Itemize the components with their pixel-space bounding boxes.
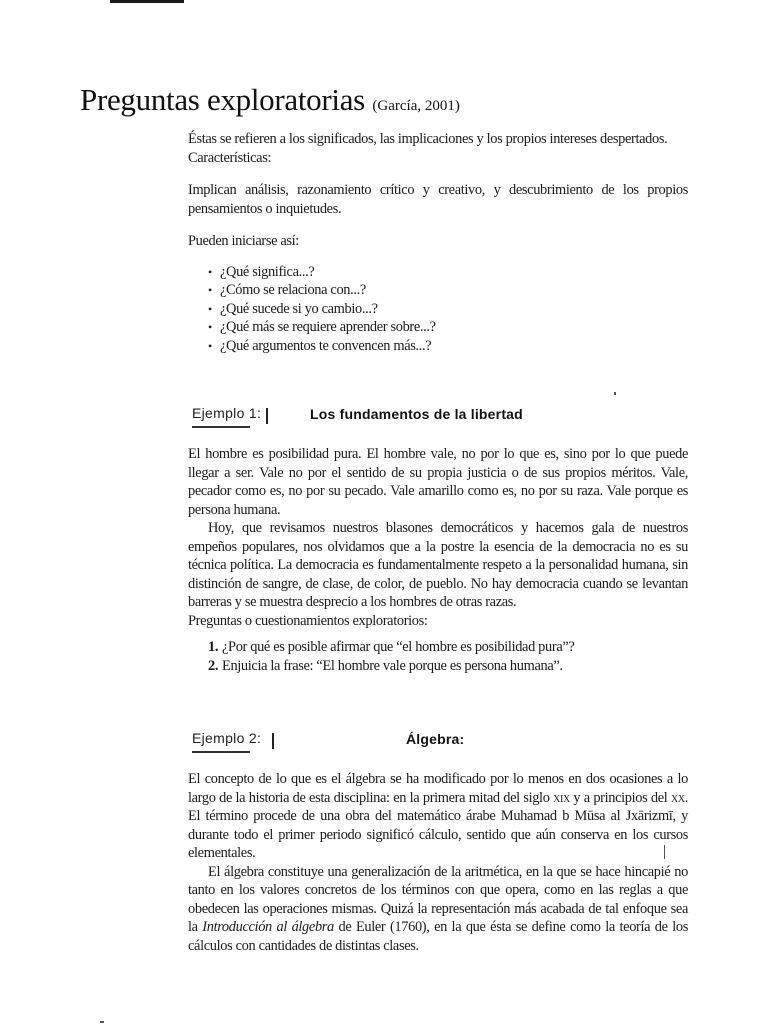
characteristics-paragraph: Implican análisis, razonamiento crítico y creativo, y descubrimiento de los propios pensamientos o inquietudes. [188, 182, 688, 217]
label-underline [192, 751, 250, 753]
example-2-paragraph-1 [188, 770, 688, 863]
scan-speck [614, 392, 616, 395]
list-item: • ¿Cómo se relaciona con...? [208, 281, 688, 300]
characteristics-label: Características: [188, 149, 272, 166]
text-run: de Euler (1760), en la que ésta se define como la teoría de los cálculos con cantidades de distintas clases. [188, 919, 688, 954]
text-run: y a principios del [569, 789, 671, 806]
example-2-paragraph-2 [188, 863, 688, 956]
label-underline [192, 426, 250, 428]
question-text: ¿Por qué es posible afirmar que “el hombre es posibilidad pura”? [222, 639, 575, 655]
example-1-label: Ejemplo 1: [192, 405, 262, 421]
list-item: • ¿Qué argumentos te convencen más...? [208, 337, 688, 356]
example-2-header [192, 730, 612, 756]
book-title: Introducción al álgebra [202, 919, 334, 935]
spacer [188, 251, 688, 263]
example-1-header [192, 405, 612, 431]
century-numeral: xx [671, 789, 685, 806]
example-1-body [188, 445, 688, 675]
intro-paragraph: Éstas se refieren a los significados, las implicaciones y los propios intereses despertados. [188, 131, 668, 147]
title-citation: (García, 2001) [372, 98, 460, 114]
question-text: Enjuicia la frase: “El hombre vale porque es persona humana”. [222, 657, 563, 674]
list-item: • ¿Qué sucede si yo cambio...? [208, 300, 688, 319]
spacer [188, 218, 688, 232]
page-title [80, 82, 460, 118]
top-rule [110, 0, 184, 3]
question-number: 1. [208, 639, 219, 655]
text-run: . El término procede de una obra del matemático árabe Muhamad b Mūsa al Jxārizmī, y durante todo el primer periodo significó cálculo, sentido que aún conserva en los cursos elementales. [188, 789, 688, 861]
scan-speck [100, 1021, 104, 1023]
question-starters-list [188, 263, 688, 356]
example-1-paragraph-1: El hombre es posibilidad pura. El hombre vale, no por lo que es, sino por lo que puede llegar a ser. Vale no por el sentido de su propia justicia o de sus propios méritos. Vale, pecador como es, no por su pecado. Vale amarillo como es, no por su raza. Vale porque es persona humana. [188, 446, 688, 518]
example-2-label: Ejemplo 2: [192, 730, 262, 746]
text-run: El álgebra constituye una generalización de la aritmética, en la que se hace hincapié no tanto en los valores concretos de los términos con que opera, como en las reglas a que obedecen las operaciones mismas. Quizá la representación más acabada de tal enfoque sea la [188, 863, 688, 935]
example-2-body [188, 770, 688, 955]
list-item: • ¿Qué significa...? [208, 263, 688, 282]
question-number: 2. [208, 657, 219, 674]
list-item [208, 638, 688, 657]
title-text: Preguntas exploratorias [80, 82, 365, 117]
spacer [188, 167, 688, 181]
intro-section [188, 130, 688, 355]
list-item: • ¿Qué más se requiere aprender sobre...? [208, 318, 688, 337]
label-bar [266, 408, 268, 424]
spacer [188, 630, 688, 638]
starter-label: Pueden iniciarse así: [188, 233, 299, 249]
century-numeral: xix [553, 789, 570, 806]
example-1-paragraph-2: Hoy, que revisamos nuestros blasones democráticos y hacemos gala de nuestros empeños populares, nos olvidamos que a la postre la esencia de la democracia no es su técnica política. La democracia es fundamentalmente respeto a la personalidad humana, sin distinción de sangre, de clase, de color, de pueblo. No hay democracia cuando se levantan barreras y se muestra desprecio a los hombres de otras razas. [188, 520, 688, 610]
text-run: El concepto de lo que es el álgebra se ha modificado por lo menos en dos ocasiones a lo largo de la historia de esta disciplina: en la primera mitad del siglo [188, 771, 688, 806]
example-1-questions-label: Preguntas o cuestionamientos exploratorios: [188, 612, 428, 629]
example-1-heading: Los fundamentos de la libertad [310, 406, 523, 422]
example-1-questions [188, 638, 688, 675]
scan-mark [664, 845, 665, 859]
label-bar [272, 733, 274, 749]
example-2-heading: Álgebra: [406, 731, 465, 747]
list-item [208, 657, 688, 676]
